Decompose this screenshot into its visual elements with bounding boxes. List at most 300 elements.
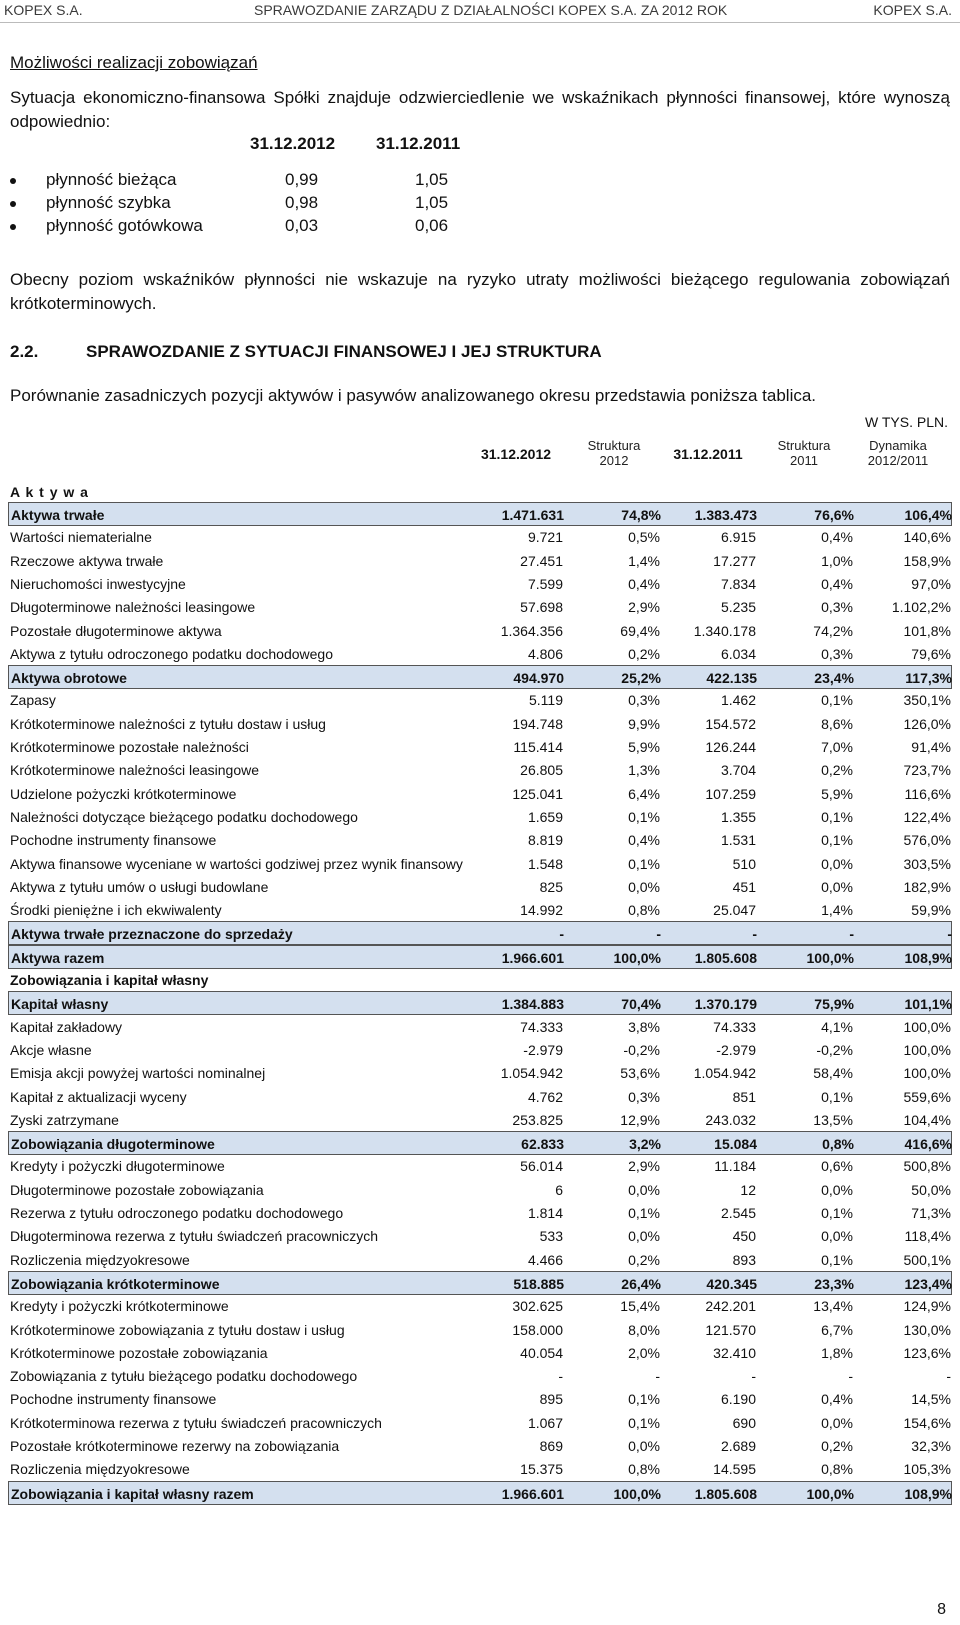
table-row: [8, 525, 952, 549]
value-2011: 15.084: [714, 1136, 757, 1153]
row-label: Pochodne instrumenty finansowe: [10, 832, 217, 849]
value-2012: 15.375: [520, 1461, 563, 1478]
table-row: [8, 828, 952, 852]
table-row: [8, 1201, 952, 1225]
intro-paragraph: Sytuacja ekonomiczno-finansowa Spółki znajduje odzwierciedlenie we wskaźnikach płynności finansowej, które wynoszą odpowiednio:: [10, 88, 950, 131]
row-label: Kredyty i pożyczki krótkoterminowe: [10, 1298, 229, 1315]
col-header-line: Struktura: [777, 438, 831, 453]
table-subtotal-row: [8, 665, 952, 689]
structure-2011: 0,1%: [821, 692, 853, 709]
structure-2011: 7,0%: [821, 739, 853, 755]
section-number: 2.2.: [10, 342, 39, 361]
structure-2012: 25,2%: [621, 670, 661, 687]
liquidity-col2-header: 31.12.2011: [376, 134, 461, 153]
col-header-2012: 31.12.2012: [480, 446, 552, 462]
row-label: Kredyty i pożyczki długoterminowe: [10, 1158, 225, 1175]
liquidity-row: [10, 214, 510, 238]
value-2011: 1.370.179: [694, 996, 757, 1013]
value-2011: 6.915: [720, 529, 756, 546]
value-2011: 17.277: [713, 552, 756, 569]
structure-2011: 0,2%: [821, 762, 853, 779]
dynamics: 105,3%: [903, 1461, 951, 1478]
liquidity-label: płynność szybka: [46, 193, 171, 212]
value-2011: 3.704: [720, 762, 756, 779]
value-2011: 5.235: [720, 599, 756, 616]
structure-2012: 0,0%: [628, 1228, 660, 1245]
structure-2011: 0,8%: [822, 1136, 854, 1153]
row-label: Krótkoterminowe pozostałe zobowiązania: [10, 1344, 268, 1361]
structure-2012: 0,8%: [628, 902, 660, 919]
value-2011: 126.244: [705, 739, 756, 755]
structure-2012: 0,8%: [628, 1461, 660, 1478]
value-2012: 1.471.631: [501, 507, 564, 523]
row-label: Aktywa trwałe przeznaczone do sprzedaży: [11, 926, 293, 943]
dynamics: 140,6%: [903, 529, 951, 546]
table-subtotal-row: [8, 945, 952, 969]
structure-2011: 13,4%: [813, 1298, 853, 1315]
structure-2012: -0,2%: [623, 1041, 660, 1058]
dynamics: 101,8%: [903, 622, 951, 639]
dynamics: 303,5%: [903, 855, 951, 872]
table-intro: Porównanie zasadniczych pozycji aktywów i pasywów analizowanego okresu przedstawia poniższa tablica.: [10, 386, 817, 405]
value-2012: 115.414: [513, 739, 563, 755]
structure-2011: 0,1%: [821, 808, 853, 825]
row-label: Zobowiązania i kapitał własny razem: [11, 1485, 254, 1502]
row-label: Aktywa z tytułu umów o usługi budowlane: [10, 878, 269, 895]
value-2012: 9.721: [527, 529, 563, 546]
dynamics: 1.102,2%: [891, 599, 951, 616]
dynamics: -: [947, 926, 952, 943]
col-header-line: 2011: [790, 453, 818, 468]
value-2011: 243.032: [705, 1111, 756, 1128]
structure-2011: 0,3%: [821, 645, 853, 662]
row-label: Kapitał własny: [11, 996, 109, 1013]
table-row: [8, 549, 952, 573]
liquidity-row: [10, 191, 510, 215]
structure-2012: 0,1%: [628, 1391, 660, 1408]
row-label: Długoterminowe należności leasingowe: [10, 599, 256, 616]
dynamics: 118,4%: [904, 1228, 951, 1245]
structure-2012: 0,5%: [628, 529, 660, 546]
table-row: [8, 875, 952, 899]
bullet-icon: [10, 201, 16, 207]
table-row: [8, 1318, 952, 1342]
row-label: Pochodne instrumenty finansowe: [10, 1391, 217, 1408]
value-2011: 11.184: [714, 1158, 756, 1175]
structure-2011: 0,1%: [821, 1088, 853, 1105]
structure-2011: -0,2%: [816, 1041, 853, 1058]
structure-2011: 1,0%: [821, 552, 853, 569]
header-center: SPRAWOZDANIE ZARZĄDU Z DZIAŁALNOŚCI KOPEX S.A. ZA 2012 ROK: [254, 2, 728, 18]
table-row: [8, 735, 952, 759]
structure-2011: 0,0%: [821, 1181, 853, 1198]
aktywa-heading: A k t y w a: [10, 484, 89, 500]
value-2011: 121.570: [705, 1321, 756, 1338]
structure-2011: 1,4%: [821, 902, 853, 919]
structure-2012: 0,1%: [628, 808, 660, 825]
value-2012: 7.599: [527, 575, 563, 592]
row-label: Pozostałe krótkoterminowe rezerwy na zobowiązania: [10, 1438, 340, 1454]
value-2011: 1.054.942: [693, 1065, 756, 1082]
row-label: Rzeczowe aktywa trwałe: [10, 552, 164, 569]
structure-2011: 13,5%: [813, 1111, 853, 1128]
value-2011: 6.034: [720, 645, 756, 662]
row-label: Udzielone pożyczki krótkoterminowe: [10, 785, 237, 802]
dynamics: 101,1%: [904, 996, 952, 1013]
row-label: Należności dotyczące bieżącego podatku dochodowego: [10, 808, 358, 825]
liquidity-value-2012: 0,98: [285, 193, 319, 212]
row-label: Długoterminowe pozostałe zobowiązania: [10, 1181, 264, 1198]
structure-2011: 0,3%: [821, 599, 853, 616]
dynamics: 91,4%: [911, 739, 951, 755]
header-left: KOPEX S.A.: [4, 2, 83, 18]
value-2011: 893: [732, 1251, 756, 1268]
structure-2011: 0,1%: [821, 1205, 853, 1221]
table-row: [8, 688, 952, 712]
row-label: Zobowiązania i kapitał własny: [10, 972, 209, 988]
page-header: [0, 2, 960, 22]
dynamics: 100,0%: [903, 1041, 951, 1058]
dynamics: 117,3%: [905, 670, 952, 687]
value-2012: 26.805: [520, 762, 563, 779]
structure-2011: 1,8%: [821, 1344, 853, 1361]
liquidity-value-2012: 0,03: [285, 216, 319, 235]
table-row: [8, 1154, 952, 1178]
dynamics: 158,9%: [903, 552, 951, 569]
value-2011: -2.979: [716, 1041, 756, 1058]
dynamics: 71,3%: [911, 1205, 951, 1221]
row-label: Zapasy: [10, 692, 56, 709]
value-2012: 895: [539, 1391, 563, 1408]
value-2011: 242.201: [705, 1298, 756, 1315]
col-header-line: 2012: [599, 453, 629, 468]
value-2012: 494.970: [513, 670, 564, 687]
structure-2011: 0,8%: [821, 1461, 853, 1478]
table-row: [8, 898, 952, 922]
value-2012: 533: [539, 1228, 563, 1245]
table-row: [8, 1015, 952, 1039]
value-2011: 6.190: [720, 1391, 756, 1408]
structure-2011: 76,6%: [814, 507, 854, 523]
structure-2011: -: [849, 926, 854, 943]
dynamics: 126,0%: [903, 715, 951, 732]
col-header-dynamika: [848, 438, 948, 468]
table-subtotal-row: [8, 1271, 952, 1295]
structure-2011: 4,1%: [821, 1018, 853, 1035]
structure-2012: 2,9%: [628, 1158, 660, 1175]
dynamics: 59,9%: [911, 902, 951, 919]
value-2012: 4.466: [527, 1251, 563, 1268]
structure-2011: 6,7%: [821, 1321, 853, 1338]
structure-2011: 100,0%: [806, 1485, 854, 1502]
value-2011: -: [752, 926, 757, 943]
structure-2012: 0,3%: [628, 1088, 660, 1105]
structure-2012: 0,0%: [628, 1438, 660, 1454]
table-row: [8, 758, 952, 782]
structure-2012: 69,4%: [620, 622, 660, 639]
structure-2011: 23,4%: [814, 670, 854, 687]
value-2012: 1.384.883: [501, 996, 564, 1013]
structure-2012: 15,4%: [620, 1298, 660, 1315]
row-label: Aktywa z tytułu odroczonego podatku dochodowego: [10, 645, 333, 662]
row-label: Aktywa razem: [11, 949, 105, 966]
value-2011: -: [751, 1368, 756, 1385]
table-row: [8, 1108, 952, 1132]
dynamics: 100,0%: [903, 1018, 951, 1035]
dynamics: 500,8%: [903, 1158, 951, 1175]
table-subtotal-row: [8, 502, 952, 526]
table-subtotal-row: [8, 921, 952, 945]
section-title: SPRAWOZDANIE Z SYTUACJI FINANSOWEJ I JEJ STRUKTURA: [86, 342, 602, 361]
col-header-line: 2012/2011: [867, 453, 929, 468]
row-label: Aktywa finansowe wyceniane w wartości godziwej przez wynik finansowy: [10, 855, 463, 872]
row-label: Kapitał zakładowy: [10, 1018, 123, 1035]
value-2011: 851: [732, 1088, 756, 1105]
value-2012: 27.451: [520, 552, 563, 569]
structure-2011: 0,0%: [821, 855, 853, 872]
structure-2012: 1,4%: [628, 552, 660, 569]
table-row: [8, 1178, 952, 1202]
table-row: [8, 572, 952, 596]
row-label: Nieruchomości inwestycyjne: [10, 575, 186, 592]
unit-label: W TYS. PLN.: [865, 414, 948, 430]
row-label: Krótkoterminowa rezerwa z tytułu świadczeń pracowniczych: [10, 1414, 382, 1431]
value-2011: 1.355: [720, 808, 756, 825]
value-2012: 4.806: [527, 645, 563, 662]
value-2012: 1.966.601: [501, 949, 564, 966]
dynamics: 154,6%: [903, 1414, 951, 1431]
value-2012: 1.067: [527, 1414, 563, 1431]
header-divider: [0, 22, 960, 23]
structure-2011: 8,6%: [821, 715, 853, 732]
structure-2012: 0,1%: [628, 1414, 660, 1431]
value-2012: 1.054.942: [500, 1065, 563, 1082]
structure-2012: 0,4%: [628, 832, 660, 849]
liquidity-row: [10, 168, 510, 192]
value-2011: 1.531: [720, 832, 756, 849]
row-label: Zobowiązania krótkoterminowe: [11, 1275, 220, 1292]
value-2012: 1.966.601: [501, 1485, 564, 1502]
col-header-2011: 31.12.2011: [673, 446, 743, 462]
value-2011: 2.689: [720, 1438, 756, 1454]
value-2012: -: [559, 926, 564, 943]
value-2012: 1.364.356: [500, 622, 563, 639]
value-2012: 6: [555, 1181, 563, 1198]
value-2011: 451: [732, 878, 756, 895]
col-header-struktura-2011: [756, 438, 852, 468]
dynamics: 182,9%: [903, 878, 951, 895]
table-row: [8, 595, 952, 619]
table-row: [8, 1411, 952, 1435]
table-row: [8, 852, 952, 876]
structure-2012: 12,9%: [620, 1111, 660, 1128]
structure-2012: 8,0%: [628, 1321, 660, 1338]
row-label: Krótkoterminowe pozostałe należności: [10, 739, 249, 755]
value-2012: 56.014: [520, 1158, 563, 1175]
table-group-heading: [8, 968, 952, 992]
table-row: [8, 1294, 952, 1318]
value-2012: 8.819: [527, 832, 563, 849]
value-2012: 74.333: [520, 1018, 563, 1035]
section-heading: Możliwości realizacji zobowiązań: [10, 53, 258, 72]
table-row: [8, 805, 952, 829]
structure-2012: 0,2%: [628, 645, 660, 662]
value-2011: 422.135: [706, 670, 757, 687]
dynamics: 350,1%: [903, 692, 951, 709]
dynamics: 50,0%: [911, 1181, 951, 1198]
value-2011: 450: [732, 1228, 756, 1245]
structure-2012: 0,4%: [628, 575, 660, 592]
value-2011: 12: [740, 1181, 756, 1198]
table-row: [8, 1085, 952, 1109]
dynamics: -: [946, 1368, 951, 1385]
structure-2011: 5,9%: [821, 785, 853, 802]
table-row: [8, 1434, 952, 1458]
structure-2012: -: [656, 926, 661, 943]
structure-2012: 0,2%: [628, 1251, 660, 1268]
liquidity-value-2011: 1,05: [415, 170, 449, 189]
structure-2012: -: [655, 1368, 660, 1385]
value-2012: 57.698: [520, 599, 563, 616]
row-label: Aktywa trwałe: [11, 507, 105, 523]
value-2012: 518.885: [513, 1275, 564, 1292]
row-label: Rozliczenia międzyokresowe: [10, 1461, 190, 1478]
liquidity-value-2011: 1,05: [415, 193, 449, 212]
structure-2011: 0,2%: [821, 1438, 853, 1454]
structure-2011: 23,3%: [814, 1275, 854, 1292]
table-row: [8, 1248, 952, 1272]
liquidity-label: płynność bieżąca: [46, 170, 177, 189]
value-2011: 32.410: [713, 1344, 756, 1361]
dynamics: 108,9%: [904, 1485, 952, 1502]
row-label: Kapitał z aktualizacji wyceny: [10, 1088, 187, 1105]
structure-2012: 100,0%: [613, 949, 661, 966]
dynamics: 559,6%: [903, 1088, 951, 1105]
value-2011: 107.259: [705, 785, 756, 802]
dynamics: 122,4%: [903, 808, 951, 825]
row-label: Aktywa obrotowe: [11, 670, 127, 687]
structure-2011: 0,0%: [821, 1414, 853, 1431]
dynamics: 723,7%: [903, 762, 951, 779]
dynamics: 79,6%: [911, 645, 951, 662]
value-2012: 825: [539, 878, 563, 895]
structure-2011: 0,6%: [821, 1158, 853, 1175]
row-label: Rezerwa z tytułu odroczonego podatku dochodowego: [10, 1205, 344, 1221]
table-row: [8, 1364, 952, 1388]
value-2012: 5.119: [529, 692, 563, 709]
value-2011: 2.545: [720, 1205, 756, 1221]
value-2012: 158.000: [512, 1321, 563, 1338]
value-2011: 74.333: [713, 1018, 756, 1035]
structure-2012: 74,8%: [621, 507, 661, 523]
row-label: Rozliczenia międzyokresowe: [10, 1251, 190, 1268]
value-2011: 420.345: [706, 1275, 757, 1292]
structure-2012: 0,1%: [628, 1205, 660, 1221]
dynamics: 32,3%: [911, 1438, 951, 1454]
structure-2011: 0,0%: [821, 1228, 853, 1245]
value-2011: 25.047: [713, 902, 756, 919]
liquidity-col1-header: 31.12.2012: [250, 134, 336, 153]
value-2012: 1.659: [527, 808, 563, 825]
structure-2012: 100,0%: [613, 1485, 661, 1502]
table-subtotal-row: [8, 991, 952, 1015]
dynamics: 123,6%: [903, 1344, 951, 1361]
value-2012: 4.762: [527, 1088, 563, 1105]
dynamics: 108,9%: [904, 949, 952, 966]
table-row: [8, 619, 952, 643]
structure-2011: 75,9%: [814, 996, 854, 1013]
structure-2012: 2,9%: [628, 599, 660, 616]
dynamics: 500,1%: [903, 1251, 951, 1268]
structure-2011: 0,4%: [821, 529, 853, 546]
structure-2011: 0,4%: [821, 575, 853, 592]
structure-2011: 58,4%: [813, 1065, 853, 1082]
value-2011: 7.834: [720, 575, 756, 592]
header-right: KOPEX S.A.: [873, 2, 952, 18]
structure-2012: 0,1%: [628, 855, 660, 872]
table-row: [8, 1038, 952, 1062]
row-label: Krótkoterminowe należności z tytułu dostaw i usług: [10, 715, 326, 732]
table-row: [8, 1341, 952, 1365]
value-2011: 1.383.473: [694, 507, 757, 523]
row-label: Długoterminowa rezerwa z tytułu świadczeń pracowniczych: [10, 1228, 379, 1245]
dynamics: 116,6%: [904, 785, 951, 802]
col-header-line: Dynamika: [869, 438, 927, 453]
table-row: [8, 1224, 952, 1248]
row-label: Pozostałe długoterminowe aktywa: [10, 622, 222, 639]
structure-2011: 0,0%: [821, 878, 853, 895]
table-subtotal-row: [8, 1481, 952, 1505]
value-2012: 1.814: [527, 1205, 563, 1221]
row-label: Środki pieniężne i ich ekwiwalenty: [10, 902, 222, 919]
value-2012: 62.833: [521, 1136, 564, 1153]
col-header-struktura-2012: [566, 438, 662, 468]
bullet-icon: [10, 224, 16, 230]
dynamics: 416,6%: [904, 1136, 952, 1153]
col-header-line: Struktura: [587, 438, 641, 453]
value-2011: 14.595: [713, 1461, 756, 1478]
page-number: 8: [937, 1601, 946, 1618]
dynamics: 14,5%: [911, 1391, 951, 1408]
structure-2012: 0,0%: [628, 878, 660, 895]
row-label: Akcje własne: [10, 1041, 92, 1058]
value-2012: 194.748: [512, 715, 563, 732]
table-row: [8, 782, 952, 806]
structure-2012: 9,9%: [628, 715, 660, 732]
dynamics: 124,9%: [903, 1298, 951, 1315]
structure-2012: 5,9%: [628, 739, 660, 755]
value-2011: 1.462: [720, 692, 756, 709]
value-2012: 40.054: [520, 1344, 563, 1361]
liquidity-value-2011: 0,06: [415, 216, 449, 235]
conclusion-paragraph: Obecny poziom wskaźników płynności nie wskazuje na ryzyko utraty możliwości bieżącego regulowania zobowiązań krótkoterminowych.: [10, 270, 950, 313]
structure-2012: 3,8%: [628, 1018, 660, 1035]
table-row: [8, 642, 952, 666]
value-2012: 14.992: [520, 902, 563, 919]
row-label: Wartości niematerialne: [10, 529, 152, 546]
structure-2011: 100,0%: [806, 949, 854, 966]
structure-2012: 26,4%: [621, 1275, 661, 1292]
value-2012: 302.625: [512, 1298, 563, 1315]
structure-2012: 0,3%: [628, 692, 660, 709]
table-row: [8, 1061, 952, 1085]
row-label: Emisja akcji powyżej wartości nominalnej: [10, 1065, 266, 1082]
table-row: [8, 712, 952, 736]
value-2011: 154.572: [705, 715, 756, 732]
value-2012: 253.825: [512, 1111, 563, 1128]
structure-2011: 0,1%: [821, 1251, 853, 1268]
structure-2011: 0,4%: [821, 1391, 853, 1408]
